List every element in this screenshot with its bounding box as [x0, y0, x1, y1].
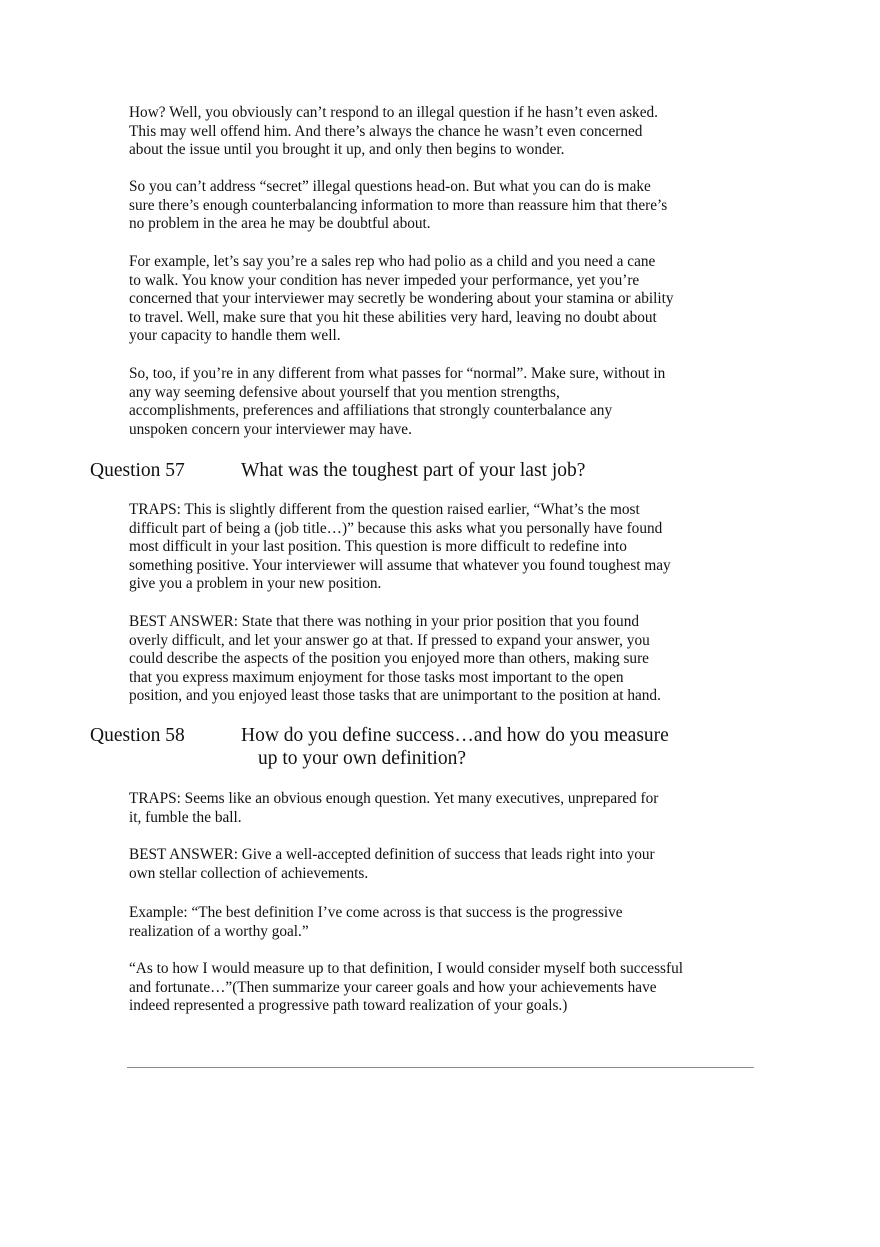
- question-58-traps: [129, 790, 729, 827]
- text-line: TRAPS: Seems like an obvious enough question. Yet many executives, unprepared for: [129, 790, 659, 807]
- question-number: Question 57: [90, 460, 185, 481]
- text-line: give you a problem in your new position.: [129, 575, 382, 593]
- text-line: and fortunate…”(Then summarize your career goals and how your achievements have: [129, 978, 657, 996]
- intro-paragraph-2: [129, 178, 729, 234]
- question-58-continuation: [129, 960, 729, 1016]
- question-title: [241, 459, 585, 482]
- intro-paragraph-4: [129, 365, 729, 439]
- text-line: sure there’s enough counterbalancing information to more than reassure him that there’s: [129, 196, 668, 214]
- intro-paragraph-3: [129, 253, 729, 346]
- text-line: it, fumble the ball.: [129, 808, 242, 826]
- text-line: indeed represented a progressive path toward realization of your goals.): [129, 997, 568, 1015]
- text-line: BEST ANSWER: Give a well-accepted definition of success that leads right into your: [129, 846, 655, 863]
- text-line: to walk. You know your condition has never impeded your performance, yet you’re: [129, 271, 640, 289]
- text-line: “As to how I would measure up to that definition, I would consider myself both successful: [129, 960, 683, 977]
- text-line: any way seeming defensive about yourself that you mention strengths,: [129, 383, 560, 401]
- text-line: something positive. Your interviewer will assume that whatever you found toughest may: [129, 556, 671, 574]
- text-line: could describe the aspects of the position you enjoyed more than others, making sure: [129, 650, 649, 668]
- text-line: own stellar collection of achievements.: [129, 864, 369, 882]
- text-line: Example: “The best definition I’ve come across is that success is the progressive: [129, 904, 623, 921]
- text-line: no problem in the area he may be doubtful about.: [129, 215, 431, 233]
- text-line: How? Well, you obviously can’t respond to an illegal question if he hasn’t even asked.: [129, 104, 658, 121]
- text-line: realization of a worthy goal.”: [129, 922, 309, 940]
- question-57-best-answer: [129, 613, 729, 706]
- text-line: that you express maximum enjoyment for those tasks most important to the open: [129, 668, 624, 686]
- intro-paragraph-1: [129, 104, 729, 160]
- question-title-line: How do you define success…and how do you measure: [241, 725, 669, 746]
- text-line: about the issue until you brought it up, and only then begins to wonder.: [129, 141, 565, 159]
- text-line: For example, let’s say you’re a sales rep who had polio as a child and you need a cane: [129, 253, 656, 270]
- text-line: unspoken concern your interviewer may have.: [129, 420, 412, 438]
- question-title-line: up to your own definition?: [258, 748, 466, 769]
- question-58-example: [129, 904, 729, 941]
- text-line: difficult part of being a (job title…)” because this asks what you personally have found: [129, 519, 663, 537]
- text-line: to travel. Well, make sure that you hit these abilities very hard, leaving no doubt about: [129, 308, 657, 326]
- text-line: most difficult in your last position. This question is more difficult to redefine into: [129, 538, 627, 556]
- text-line: concerned that your interviewer may secretly be wondering about your stamina or ability: [129, 290, 674, 308]
- text-line: BEST ANSWER: State that there was nothing in your prior position that you found: [129, 613, 639, 630]
- footer-divider: [127, 1067, 754, 1068]
- question-57-traps: [129, 501, 729, 594]
- text-line: This may well offend him. And there’s always the chance he wasn’t even concerned: [129, 122, 643, 140]
- question-number: Question 58: [90, 725, 185, 746]
- text-line: So you can’t address “secret” illegal questions head-on. But what you can do is make: [129, 178, 651, 195]
- question-58-best-answer: [129, 846, 729, 883]
- text-line: TRAPS: This is slightly different from the question raised earlier, “What’s the most: [129, 501, 640, 518]
- text-line: So, too, if you’re in any different from what passes for “normal”. Make sure, without in: [129, 365, 666, 382]
- text-line: overly difficult, and let your answer go at that. If pressed to expand your answer, you: [129, 631, 650, 649]
- text-line: your capacity to handle them well.: [129, 327, 341, 345]
- question-title: [241, 724, 669, 770]
- text-line: position, and you enjoyed least those tasks that are unimportant to the position at hand.: [129, 687, 661, 705]
- text-line: accomplishments, preferences and affiliations that strongly counterbalance any: [129, 402, 613, 420]
- question-title-line: What was the toughest part of your last job?: [241, 460, 586, 481]
